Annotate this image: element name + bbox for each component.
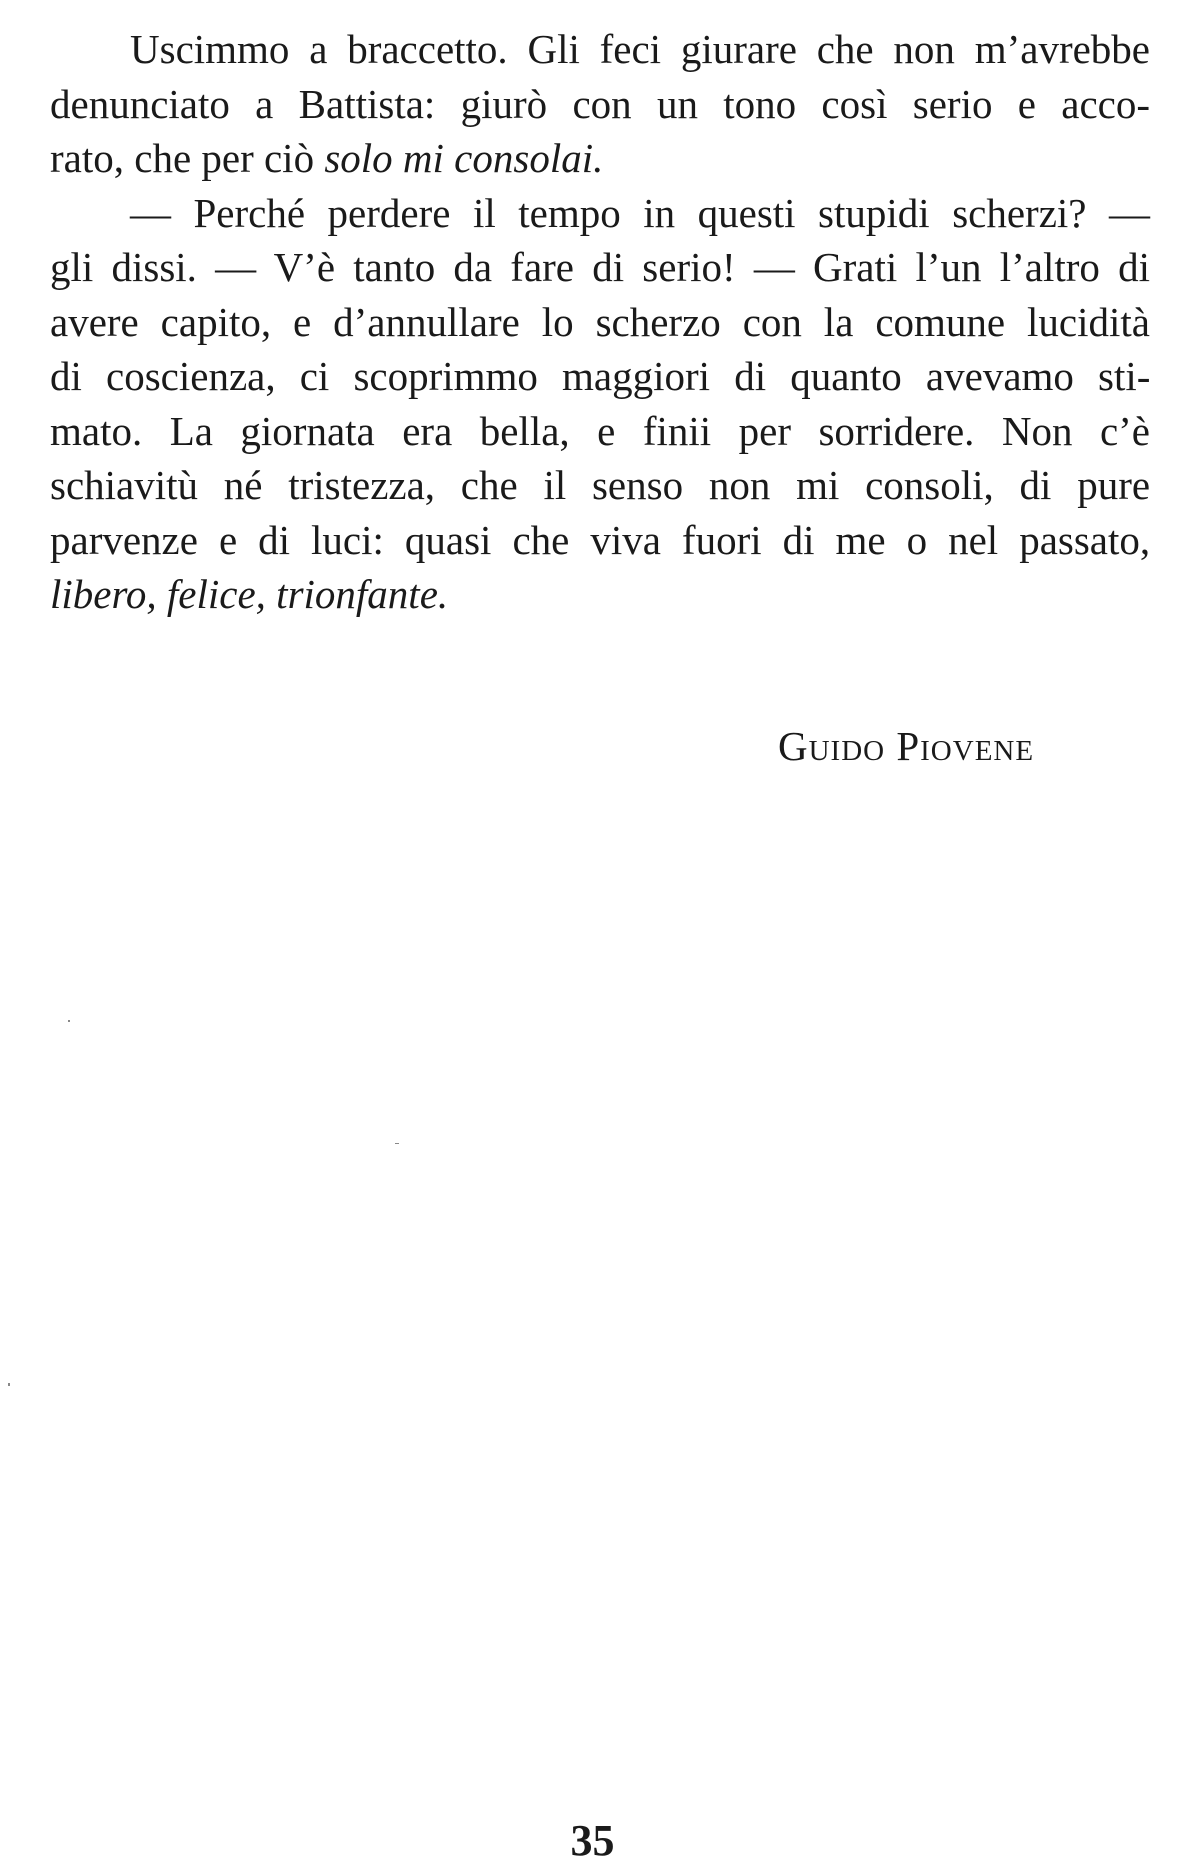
print-speck bbox=[68, 1020, 70, 1022]
text-line-8: mato. La giornata era bella, e finii per sorridere. Non c’è bbox=[50, 407, 1150, 454]
text-line-11: libero, felice, trionfante. bbox=[50, 571, 449, 617]
text-line-2: denunciato a Battista: giurò con un tono così serio e acco- bbox=[50, 80, 1150, 127]
text-line-7: di coscienza, ci scoprimmo maggiori di quanto avevamo sti- bbox=[50, 353, 1151, 399]
author-signature: Guido Piovene bbox=[778, 723, 1035, 769]
text-line-5: gli dissi. — V’è tanto da fare di serio! — Grati l’un l’altro di bbox=[50, 244, 1150, 290]
text-line-3: rato, che per ciò solo mi consolai. bbox=[50, 135, 604, 181]
text-line-10: parvenze e di luci: quasi che viva fuori di me o nel passato, bbox=[50, 516, 1151, 563]
page-number: 35 bbox=[570, 1816, 615, 1865]
print-speck bbox=[395, 1143, 399, 1144]
text-line-6: avere capito, e d’annullare lo scherzo con la comune lucidità bbox=[50, 298, 1150, 345]
text-line-1: Uscimmo a braccetto. Gli feci giurare che non m’avrebbe bbox=[130, 26, 1150, 72]
text-line-9: schiavitù né tristezza, che il senso non mi consoli, di pure bbox=[50, 462, 1151, 508]
text-line-4: — Perché perdere il tempo in questi stupidi scherzi? — bbox=[130, 189, 1150, 236]
print-speck bbox=[8, 1383, 10, 1386]
body-text bbox=[50, 22, 1150, 622]
